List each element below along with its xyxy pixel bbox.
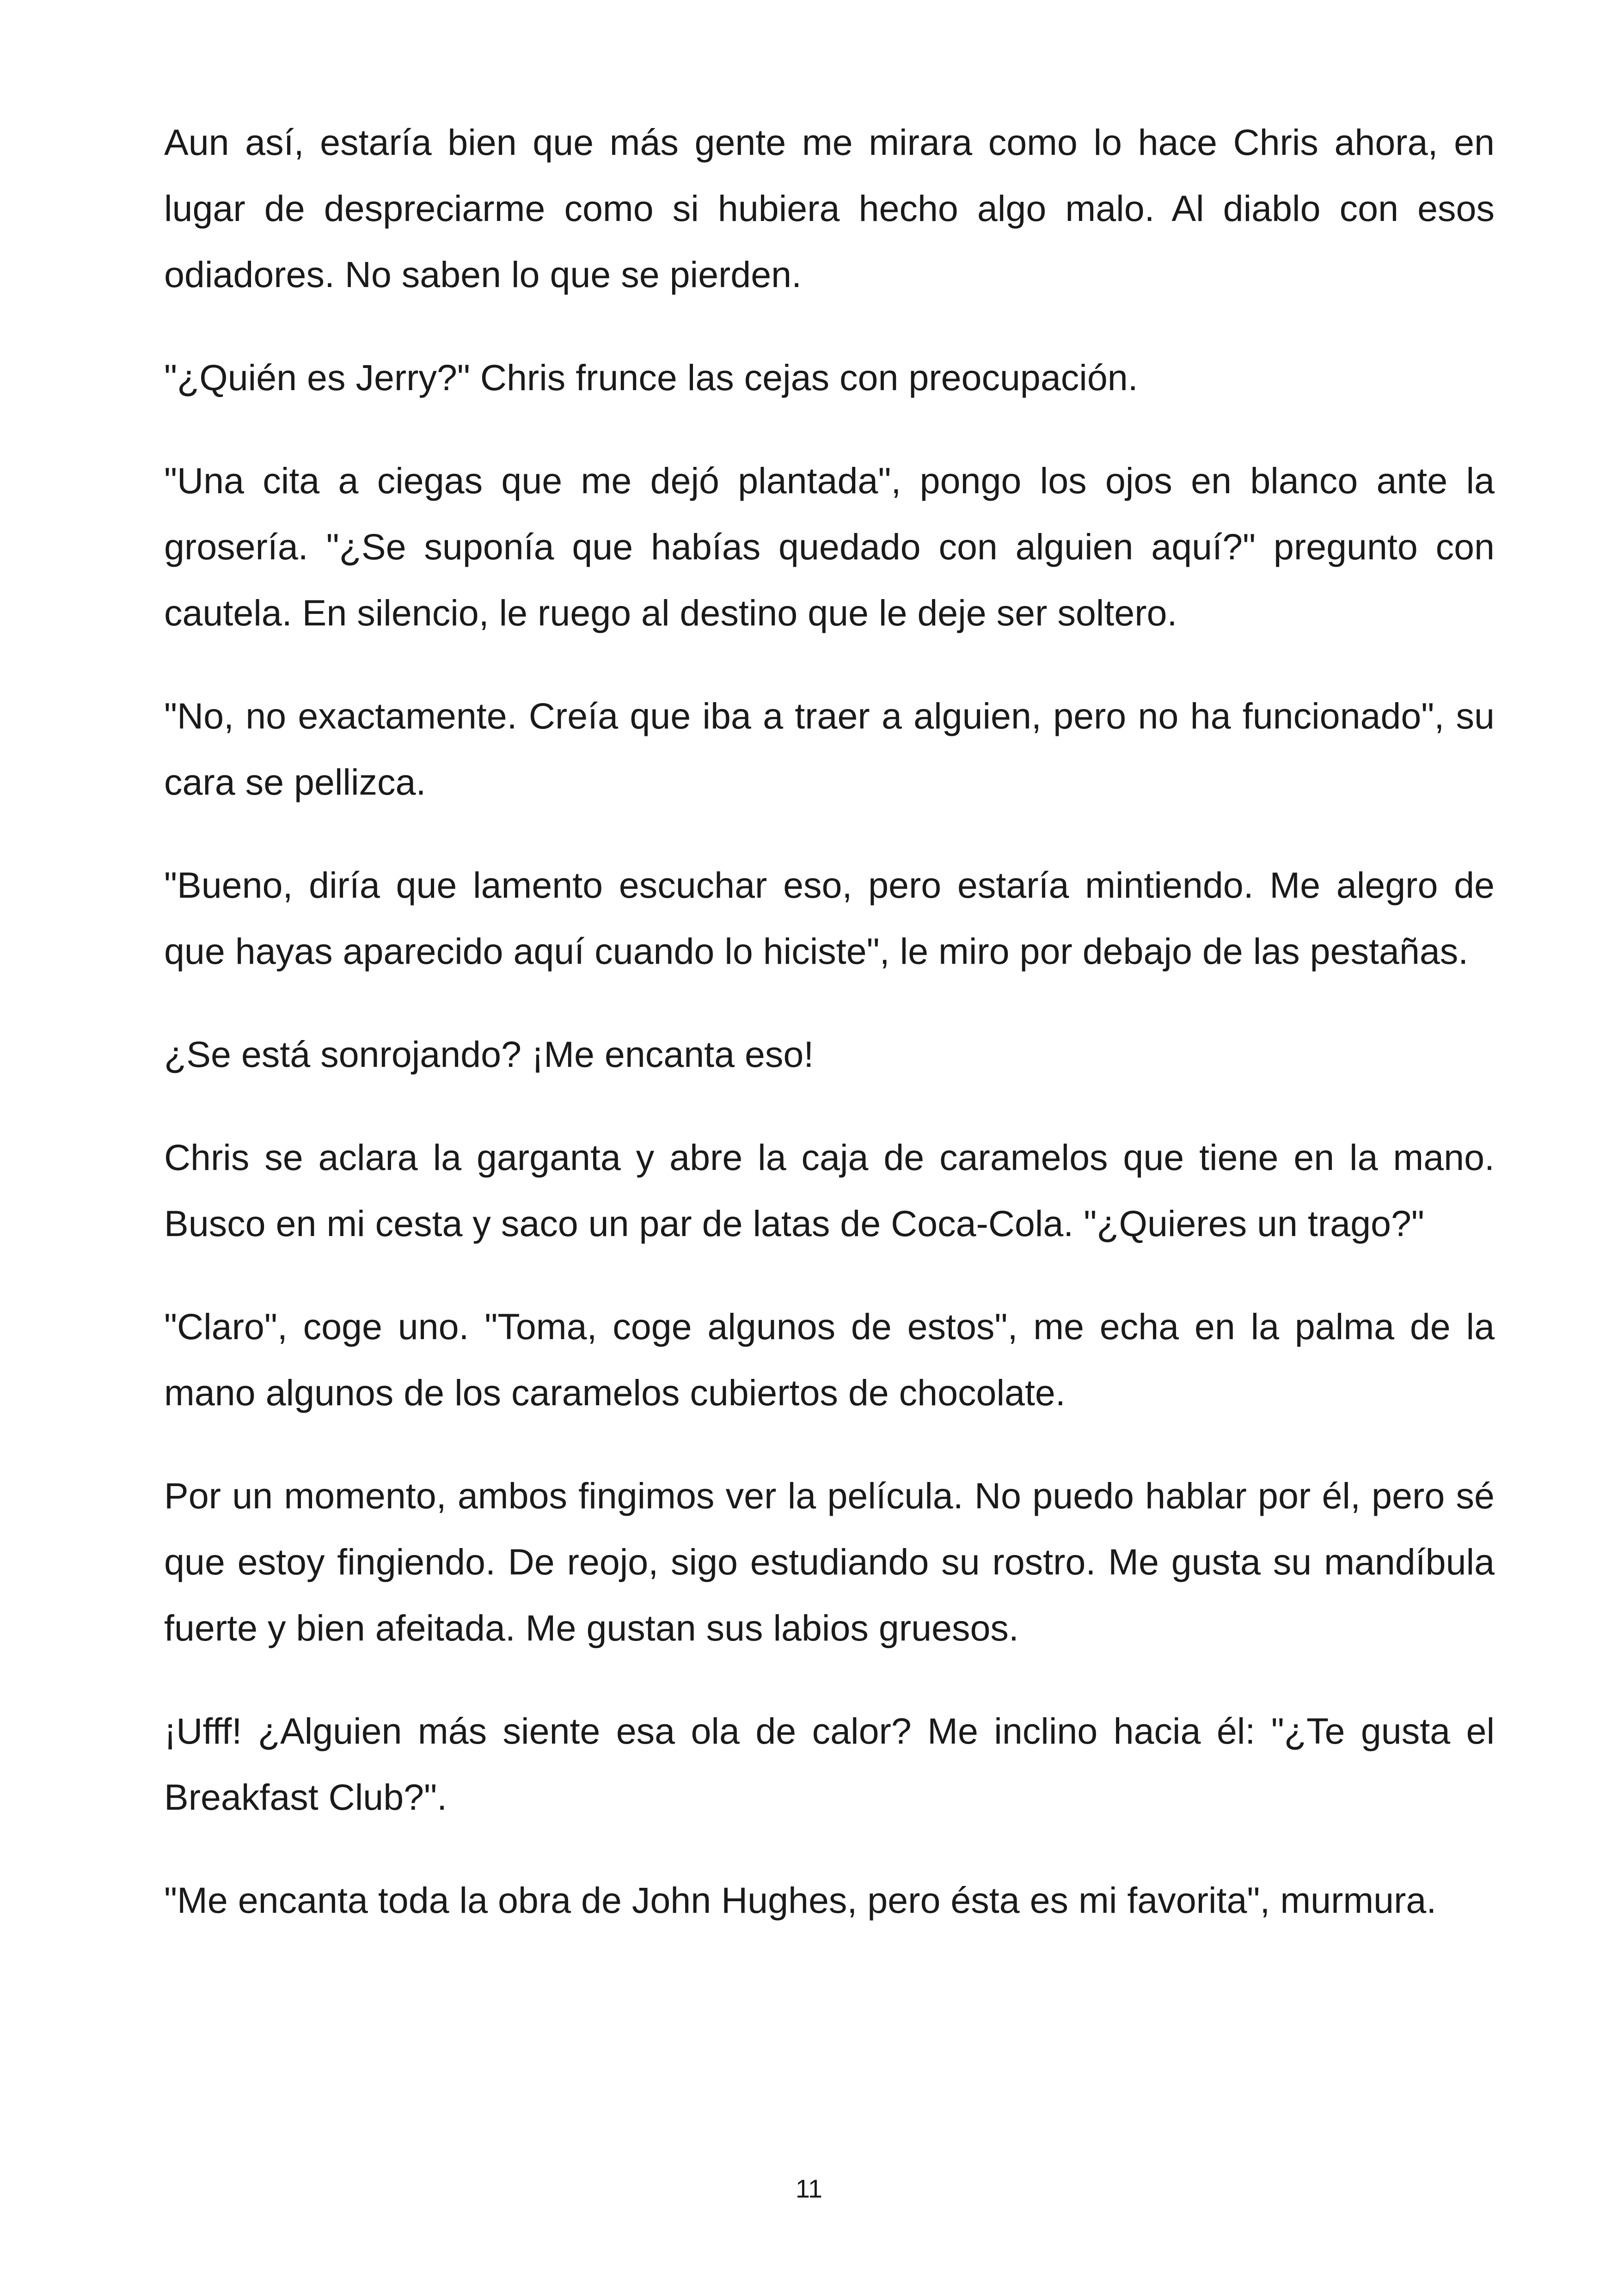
paragraph: "No, no exactamente. Creía que iba a traer a alguien, pero no ha funcionado", su cara se pellizca. [164, 695, 1495, 802]
paragraph: "¿Quién es Jerry?" Chris frunce las cejas con preocupación. [164, 357, 1138, 398]
page-number: 11 [795, 2174, 823, 2203]
paragraph: "Bueno, diría que lamento escuchar eso, pero estaría mintiendo. Me alegro de que hayas aparecido aquí cuando lo hiciste", le miro por debajo de las pestañas. [164, 864, 1495, 972]
paragraph: Aun así, estaría bien que más gente me mirara como lo hace Chris ahora, en lugar de despreciarme como si hubiera hecho algo malo. Al diablo con esos odiadores. No saben lo que se pierden. [164, 122, 1495, 295]
paragraph: "Una cita a ciegas que me dejó plantada", pongo los ojos en blanco ante la grosería. "¿Se suponía que habías quedado con alguien aquí?" pregunto con cautela. En silencio, le ruego al destino que le deje ser soltero. [164, 460, 1495, 633]
paragraph: Chris se aclara la garganta y abre la caja de caramelos que tiene en la mano. Busco en mi cesta y saco un par de latas de Coca-Cola. "¿Quieres un trago?" [164, 1137, 1495, 1244]
paragraph: ¡Ufff! ¿Alguien más siente esa ola de calor? Me inclino hacia él: "¿Te gusta el Breakfast Club?". [164, 1710, 1495, 1818]
paragraph: Por un momento, ambos fingimos ver la película. No puedo hablar por él, pero sé que estoy fingiendo. De reojo, sigo estudiando su rostro. Me gusta su mandíbula fuerte y bien afeitada. Me gustan sus labios gruesos. [164, 1475, 1495, 1648]
paragraph: "Claro", coge uno. "Toma, coge algunos de estos", me echa en la palma de la mano algunos de los caramelos cubiertos de chocolate. [164, 1306, 1495, 1413]
paragraph: "Me encanta toda la obra de John Hughes, pero ésta es mi favorita", murmura. [164, 1880, 1437, 1921]
body-text [164, 109, 1495, 1933]
paragraph: ¿Se está sonrojando? ¡Me encanta eso! [164, 1034, 814, 1075]
